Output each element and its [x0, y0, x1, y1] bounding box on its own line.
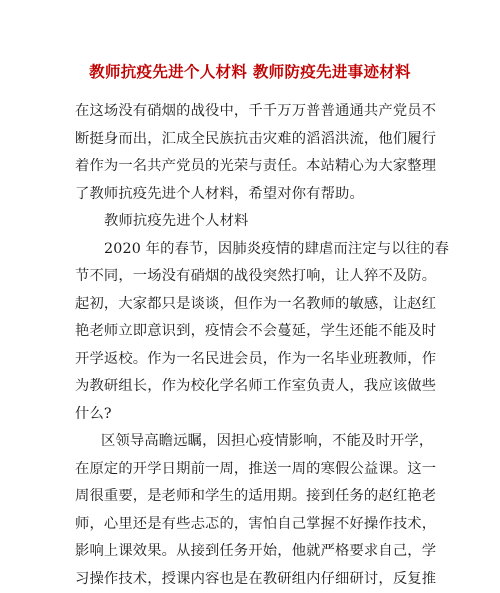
paragraph-line: 断挺身而出，汇成全民族抗击灾难的滔滔洪流，他们履行 [75, 126, 427, 154]
paragraph-line: 在这场没有硝烟的战役中，千千万万普普通通共产党员不 [75, 98, 427, 126]
paragraph-line: 了教师抗疫先进个人材料，希望对你有帮助。 [75, 181, 427, 209]
paragraph-line: 节不同，一场没有硝烟的战役突然打响，让人猝不及防。 [75, 263, 427, 291]
paragraph-line: 艳老师立即意识到，疫情会不会蔓延，学生还能不能及时 [75, 318, 427, 346]
paragraph-line: 2020 年的春节，因肺炎疫情的肆虐而注定与以往的春 [75, 236, 427, 264]
document-title: 教师抗疫先进个人材料 教师防疫先进事迹材料 [0, 60, 500, 82]
paragraph-line: 周很重要，是老师和学生的适用期。接到任务的赵红艳老 [75, 483, 427, 511]
section-heading: 教师抗疫先进个人材料 [75, 208, 427, 236]
paragraph-line: 为教研组长，作为校化学名师工作室负责人，我应该做些 [75, 373, 427, 401]
paragraph-line: 区领导高瞻远瞩，因担心疫情影响，不能及时开学， [75, 428, 427, 456]
paragraph-line: 习操作技术，授课内容也是在教研组内仔细研讨，反复推 [75, 566, 427, 593]
paragraph-line: 在原定的开学日期前一周，推送一周的寒假公益课。这一 [75, 456, 427, 484]
paragraph-line: 开学返校。作为一名民进会员，作为一名毕业班教师，作 [75, 346, 427, 374]
paragraph-line: 起初，大家都只是谈谈，但作为一名教师的敏感，让赵红 [75, 291, 427, 319]
paragraph-line: 影响上课效果。从接到任务开始，他就严格要求自己，学 [75, 538, 427, 566]
document-body [75, 98, 427, 593]
paragraph-line: 着作为一名共产党员的光荣与责任。本站精心为大家整理 [75, 153, 427, 181]
paragraph-line: 什么? [75, 401, 427, 429]
paragraph-line: 师，心里还是有些忐忑的，害怕自己掌握不好操作技术， [75, 511, 427, 539]
